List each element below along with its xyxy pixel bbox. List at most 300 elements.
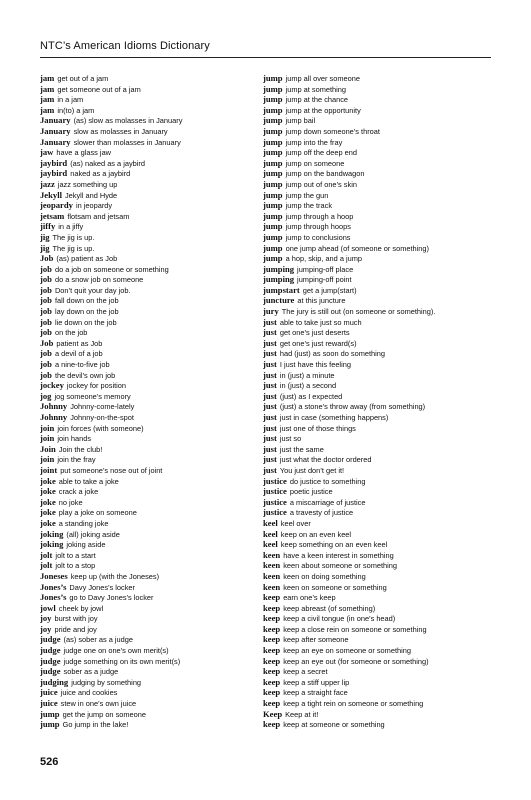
- entry-headword: judge: [40, 645, 61, 656]
- entry-headword: Jekyll: [40, 189, 62, 200]
- entry-phrase: jump all over someone: [285, 74, 360, 83]
- entry-phrase: have a keen interest in something: [283, 550, 394, 560]
- left-column: [40, 73, 265, 730]
- entry-headword: jiffy: [40, 221, 56, 232]
- entry-phrase: jump bail: [285, 116, 316, 126]
- index-entry: [263, 677, 488, 688]
- entry-phrase: The jig is up.: [52, 232, 95, 242]
- index-entry: [263, 423, 488, 434]
- entry-phrase: Davy Jones’s locker: [69, 582, 136, 592]
- index-entry: [263, 295, 488, 306]
- entry-phrase: (all) joking aside: [66, 529, 120, 539]
- entry-headword: keen: [263, 560, 281, 571]
- entry-headword: January: [40, 136, 71, 147]
- entry-headword: keep: [263, 676, 281, 687]
- entry-headword: jazz: [40, 178, 55, 189]
- index-entry: [263, 348, 488, 359]
- entry-headword: just: [263, 316, 277, 327]
- entry-headword: juice: [40, 687, 58, 698]
- entry-phrase: jump down someone’s throat: [285, 126, 380, 136]
- index-entry: [40, 168, 265, 179]
- entry-phrase: a devil of a job: [54, 349, 103, 359]
- entry-phrase: keep after someone: [283, 635, 349, 645]
- index-entry: [263, 709, 488, 720]
- entry-headword: joy: [40, 623, 52, 634]
- entry-phrase: judging by something: [71, 677, 142, 687]
- entry-headword: jaw: [40, 147, 54, 158]
- entry-phrase: crack a joke: [58, 487, 99, 497]
- entry-headword: joy: [40, 613, 52, 624]
- running-head: NTC’s American Idioms Dictionary: [40, 40, 210, 52]
- entry-phrase: just the same: [279, 444, 324, 454]
- index-entry: [263, 465, 488, 476]
- index-entry: [40, 476, 265, 487]
- entry-headword: jump: [263, 136, 283, 147]
- entry-phrase: jump at the chance: [285, 95, 349, 105]
- entry-phrase: jump off the deep end: [285, 148, 357, 158]
- entry-phrase: play a joke on someone: [58, 508, 137, 518]
- entry-phrase: get someone out of a jam: [57, 84, 141, 94]
- entry-headword: just: [263, 443, 277, 454]
- entry-phrase: join the fray: [57, 455, 96, 465]
- entry-headword: job: [40, 369, 52, 380]
- entry-phrase: judge something on its own merit(s): [63, 656, 181, 666]
- index-entry: [40, 295, 265, 306]
- index-entry: [263, 592, 488, 603]
- entry-headword: joint: [40, 464, 58, 475]
- index-entry: [263, 370, 488, 381]
- entry-phrase: have a glass jaw: [56, 148, 112, 158]
- entry-headword: keep: [263, 666, 281, 677]
- entry-phrase: keep on an even keel: [280, 529, 352, 539]
- index-entry: [40, 571, 265, 582]
- index-entry: [263, 253, 488, 264]
- index-entry: [263, 634, 488, 645]
- index-entry: [40, 687, 265, 698]
- entry-headword: just: [263, 433, 277, 444]
- entry-phrase: lie down on the job: [54, 317, 117, 327]
- entry-phrase: cheek by jowl: [58, 603, 104, 613]
- index-entry: [40, 518, 265, 529]
- index-entry: [40, 359, 265, 370]
- index-entry: [40, 94, 265, 105]
- entry-phrase: keen on someone or something: [283, 582, 387, 592]
- entry-headword: jump: [263, 147, 283, 158]
- entry-phrase: keen on doing something: [283, 571, 366, 581]
- index-entry: [40, 274, 265, 285]
- entry-phrase: Jekyll and Hyde: [64, 190, 118, 200]
- entry-headword: Join: [40, 443, 56, 454]
- index-entry: [40, 285, 265, 296]
- entry-phrase: naked as a jaybird: [70, 169, 131, 179]
- entry-phrase: (as) patient as Job: [56, 254, 118, 264]
- index-entry: [40, 338, 265, 349]
- index-entry: [263, 285, 488, 296]
- index-entry: [40, 412, 265, 423]
- entry-phrase: keep a close rein on someone or something: [283, 624, 427, 634]
- entry-headword: keep: [263, 602, 281, 613]
- entry-phrase: in jeopardy: [75, 201, 113, 211]
- entry-phrase: a standing joke: [58, 518, 109, 528]
- index-entry: [263, 518, 488, 529]
- index-entry: [263, 274, 488, 285]
- index-entry: [40, 179, 265, 190]
- entry-headword: just: [263, 337, 277, 348]
- entry-phrase: jump into the fray: [285, 137, 343, 147]
- entry-phrase: jump to conclusions: [285, 232, 351, 242]
- index-entry: [40, 539, 265, 550]
- entry-phrase: one jump ahead (of someone or something): [285, 243, 429, 253]
- index-entry: [263, 306, 488, 317]
- entry-headword: jump: [263, 83, 283, 94]
- entry-phrase: jog someone’s memory: [54, 391, 131, 401]
- index-entry: [40, 582, 265, 593]
- entry-phrase: in(to) a jam: [57, 105, 95, 115]
- entry-phrase: get out of a jam: [57, 74, 109, 83]
- entry-headword: just: [263, 401, 277, 412]
- index-entry: [263, 243, 488, 254]
- entry-headword: jumpstart: [263, 284, 300, 295]
- entry-phrase: keep a stiff upper lip: [283, 677, 350, 687]
- entry-phrase: in (just) a second: [279, 381, 337, 391]
- index-entry: [40, 401, 265, 412]
- index-entry: [263, 380, 488, 391]
- entry-phrase: (as) naked as a jaybird: [70, 158, 145, 168]
- index-entry: [263, 105, 488, 116]
- index-entry: [263, 137, 488, 148]
- entry-phrase: Johnny-on-the-spot: [70, 413, 134, 422]
- index-entry: [40, 613, 265, 624]
- entry-headword: judge: [40, 666, 61, 677]
- entry-headword: just: [263, 422, 277, 433]
- entry-phrase: no joke: [58, 497, 83, 507]
- entry-headword: just: [263, 412, 277, 422]
- index-entry: [40, 666, 265, 677]
- index-entry: [40, 243, 265, 254]
- entry-phrase: keen about someone or something: [283, 561, 397, 571]
- index-entry: [40, 306, 265, 317]
- entry-phrase: just what the doctor ordered: [279, 455, 372, 465]
- index-entry: [263, 698, 488, 709]
- entry-phrase: do a snow job on someone: [54, 275, 144, 285]
- index-entry: [40, 200, 265, 211]
- entry-headword: jolt: [40, 560, 53, 571]
- entry-headword: joke: [40, 486, 56, 497]
- index-entry: [40, 317, 265, 328]
- entry-phrase: just so: [279, 434, 302, 444]
- entry-headword: Jones’s: [40, 592, 67, 603]
- index-entry: [263, 317, 488, 328]
- entry-phrase: at this juncture: [297, 296, 346, 306]
- entry-phrase: jump at something: [285, 84, 346, 94]
- index-entry: [40, 253, 265, 264]
- entry-phrase: keep abreast (of something): [283, 603, 376, 613]
- entry-phrase: do a job on someone or something: [54, 264, 169, 274]
- entry-headword: jump: [263, 178, 283, 189]
- index-entry: [40, 592, 265, 603]
- entry-phrase: burst with joy: [54, 614, 98, 624]
- entry-headword: keep: [263, 687, 281, 698]
- index-entry: [263, 645, 488, 656]
- entry-phrase: jump the track: [285, 201, 333, 211]
- entry-phrase: poetic justice: [289, 487, 333, 497]
- index-entry: [263, 221, 488, 232]
- index-entry: [40, 370, 265, 381]
- entry-phrase: had (just) as soon do something: [279, 349, 386, 359]
- entry-phrase: keep up (with the Joneses): [70, 571, 160, 581]
- entry-phrase: sober as a judge: [63, 667, 119, 677]
- entry-phrase: judge one on one’s own merit(s): [63, 646, 169, 656]
- entry-headword: jump: [263, 189, 283, 200]
- index-entry: [40, 264, 265, 275]
- index-entry: [40, 454, 265, 465]
- index-entry: [263, 687, 488, 698]
- entry-phrase: flotsam and jetsam: [67, 211, 130, 221]
- entry-phrase: jump on someone: [285, 158, 345, 168]
- index-entry: [40, 147, 265, 158]
- index-entry: [40, 507, 265, 518]
- entry-headword: January: [40, 125, 71, 136]
- index-entry: [263, 147, 488, 158]
- entry-phrase: (as) sober as a judge: [63, 635, 133, 645]
- index-entry: [40, 126, 265, 137]
- index-entry: [40, 465, 265, 476]
- entry-headword: Job: [40, 253, 54, 264]
- entry-headword: jump: [263, 200, 283, 211]
- entry-headword: judging: [40, 676, 69, 687]
- entry-phrase: keep a tight rein on someone or something: [283, 699, 424, 709]
- index-entry: [263, 539, 488, 550]
- entry-phrase: (just) as I expected: [279, 391, 343, 401]
- entry-headword: jump: [263, 115, 283, 126]
- entry-phrase: keep an eye on someone or something: [283, 646, 411, 656]
- entry-phrase: (as) slow as molasses in January: [73, 116, 183, 126]
- entry-headword: jaybird: [40, 157, 68, 168]
- index-entry: [263, 359, 488, 370]
- entry-phrase: stew in one’s own juice: [60, 699, 137, 709]
- entry-headword: just: [263, 454, 277, 465]
- entry-headword: jump: [40, 719, 60, 730]
- index-entry: [40, 137, 265, 148]
- index-entry: [263, 529, 488, 540]
- index-entry: [263, 126, 488, 137]
- entry-headword: jump: [263, 125, 283, 136]
- entry-phrase: get one’s just reward(s): [279, 338, 357, 348]
- entry-phrase: Don’t quit your day job.: [54, 285, 131, 295]
- index-entry: [263, 719, 488, 730]
- entry-phrase: keep something on an even keel: [280, 540, 388, 550]
- entry-phrase: put someone’s nose out of joint: [60, 465, 163, 475]
- entry-phrase: a hop, skip, and a jump: [285, 254, 363, 264]
- index-entry: [40, 391, 265, 402]
- index-entry: [263, 433, 488, 444]
- index-entry: [263, 211, 488, 222]
- index-entry: [40, 380, 265, 391]
- entry-phrase: jump out of one’s skin: [285, 179, 357, 189]
- entry-headword: keel: [263, 528, 278, 539]
- index-entry: [263, 571, 488, 582]
- index-entry: [40, 232, 265, 243]
- entry-headword: Job: [40, 337, 54, 348]
- index-entry: [40, 158, 265, 169]
- index-entry: [263, 73, 488, 84]
- entry-phrase: earn one’s keep: [283, 593, 336, 603]
- index-entry: [263, 656, 488, 667]
- entry-headword: just: [263, 380, 277, 391]
- entry-phrase: a miscarriage of justice: [289, 497, 366, 507]
- entry-headword: keel: [263, 539, 278, 550]
- entry-headword: jaybird: [40, 168, 68, 179]
- index-entry: [263, 94, 488, 105]
- entry-phrase: lay down on the job: [54, 307, 119, 317]
- page-number: 526: [40, 756, 59, 768]
- entry-headword: just: [263, 359, 277, 370]
- entry-phrase: jolt to a stop: [55, 561, 96, 571]
- entry-headword: keep: [263, 623, 281, 634]
- entry-headword: joking: [40, 539, 64, 550]
- index-entry: [40, 423, 265, 434]
- entry-phrase: keep at someone or something: [283, 720, 385, 730]
- index-entry: [263, 412, 488, 423]
- index-entry: [263, 84, 488, 95]
- entry-headword: join: [40, 433, 55, 444]
- index-entry: [263, 603, 488, 614]
- entry-phrase: Keep at it!: [285, 709, 319, 719]
- entry-headword: job: [40, 348, 52, 359]
- index-entry: [40, 603, 265, 614]
- index-entry: [40, 529, 265, 540]
- entry-headword: jury: [263, 306, 279, 317]
- entry-phrase: get one’s just deserts: [279, 328, 350, 338]
- entry-headword: job: [40, 359, 52, 370]
- entry-headword: jig: [40, 242, 50, 253]
- entry-headword: Joneses: [40, 570, 68, 581]
- index-entry: [40, 348, 265, 359]
- index-entry: [263, 115, 488, 126]
- entry-phrase: just in case (something happens): [279, 413, 389, 422]
- entry-headword: job: [40, 295, 52, 306]
- index-entry: [40, 433, 265, 444]
- entry-phrase: You just don’t get it!: [279, 465, 345, 475]
- entry-headword: joking: [40, 528, 64, 539]
- index-entry: [40, 624, 265, 635]
- index-entry: [263, 200, 488, 211]
- entry-headword: Jones’s: [40, 581, 67, 592]
- entry-phrase: juice and cookies: [60, 688, 118, 698]
- entry-phrase: jump at the opportunity: [285, 105, 361, 115]
- entry-headword: join: [40, 422, 55, 433]
- entry-headword: jowl: [40, 602, 56, 613]
- entry-phrase: I just have this feeling: [279, 360, 351, 370]
- entry-headword: keep: [263, 698, 281, 709]
- index-entry: [263, 444, 488, 455]
- entry-headword: join: [40, 454, 55, 465]
- entry-phrase: joking aside: [66, 540, 106, 550]
- entry-headword: jump: [263, 253, 283, 264]
- entry-headword: juice: [40, 698, 58, 709]
- index-entry: [263, 497, 488, 508]
- entry-phrase: pride and joy: [54, 624, 97, 634]
- entry-headword: job: [40, 306, 52, 317]
- index-entry: [263, 476, 488, 487]
- entry-phrase: the devil’s own job: [54, 370, 116, 380]
- entry-headword: keep: [263, 655, 281, 666]
- entry-phrase: a travesty of justice: [289, 508, 354, 518]
- index-entry: [263, 550, 488, 561]
- entry-headword: jump: [263, 221, 283, 232]
- header-rule: [40, 57, 491, 58]
- entry-headword: keep: [263, 592, 281, 603]
- entry-headword: job: [40, 284, 52, 295]
- entry-phrase: slower than molasses in January: [73, 137, 181, 147]
- entry-phrase: in (just) a minute: [279, 370, 335, 380]
- entry-headword: joke: [40, 507, 56, 518]
- entry-headword: just: [263, 348, 277, 359]
- entry-phrase: (just) a stone’s throw away (from something): [279, 402, 426, 412]
- entry-phrase: keep an eye out (for someone or something): [283, 656, 429, 666]
- entry-headword: justice: [263, 486, 287, 497]
- entry-headword: jump: [263, 242, 283, 253]
- index-entry: [40, 656, 265, 667]
- entry-headword: job: [40, 263, 52, 274]
- index-entry: [263, 624, 488, 635]
- index-entry: [40, 560, 265, 571]
- right-column: [263, 73, 488, 730]
- entry-headword: justice: [263, 507, 287, 518]
- entry-headword: jump: [40, 708, 60, 719]
- index-entry: [40, 645, 265, 656]
- entry-headword: jump: [263, 157, 283, 168]
- entry-phrase: do justice to something: [289, 476, 366, 486]
- index-entry: [263, 666, 488, 677]
- index-entry: [263, 264, 488, 275]
- entry-headword: Johnny: [40, 412, 68, 422]
- entry-phrase: jump through a hoop: [285, 211, 354, 221]
- entry-headword: jump: [263, 104, 283, 115]
- index-entry: [40, 677, 265, 688]
- entry-headword: just: [263, 327, 277, 338]
- entry-phrase: jumping-off place: [297, 264, 354, 274]
- entry-phrase: jockey for position: [66, 381, 127, 391]
- entry-headword: Keep: [263, 708, 283, 719]
- index-entry: [263, 158, 488, 169]
- entry-headword: joke: [40, 496, 56, 507]
- index-entry: [263, 190, 488, 201]
- entry-phrase: patient as Job: [56, 338, 103, 348]
- index-entry: [263, 168, 488, 179]
- entry-phrase: jump on the bandwagon: [285, 169, 365, 179]
- entry-phrase: join hands: [57, 434, 92, 444]
- entry-phrase: Johnny-come-lately: [70, 402, 135, 412]
- index-entry: [40, 327, 265, 338]
- entry-headword: justice: [263, 496, 287, 507]
- index-entry: [263, 391, 488, 402]
- entry-phrase: keel over: [280, 518, 311, 528]
- entry-phrase: jump the gun: [285, 190, 329, 200]
- entry-headword: jam: [40, 83, 55, 94]
- entry-phrase: The jury is still out (on someone or something).: [281, 307, 436, 317]
- index-entry: [40, 190, 265, 201]
- entry-headword: jeopardy: [40, 200, 73, 211]
- entry-headword: jam: [40, 104, 55, 115]
- index-entry: [40, 221, 265, 232]
- entry-phrase: fall down on the job: [54, 296, 119, 306]
- entry-headword: keen: [263, 549, 281, 560]
- index-entry: [40, 115, 265, 126]
- entry-headword: January: [40, 115, 71, 126]
- entry-headword: joke: [40, 517, 56, 528]
- index-entry: [263, 613, 488, 624]
